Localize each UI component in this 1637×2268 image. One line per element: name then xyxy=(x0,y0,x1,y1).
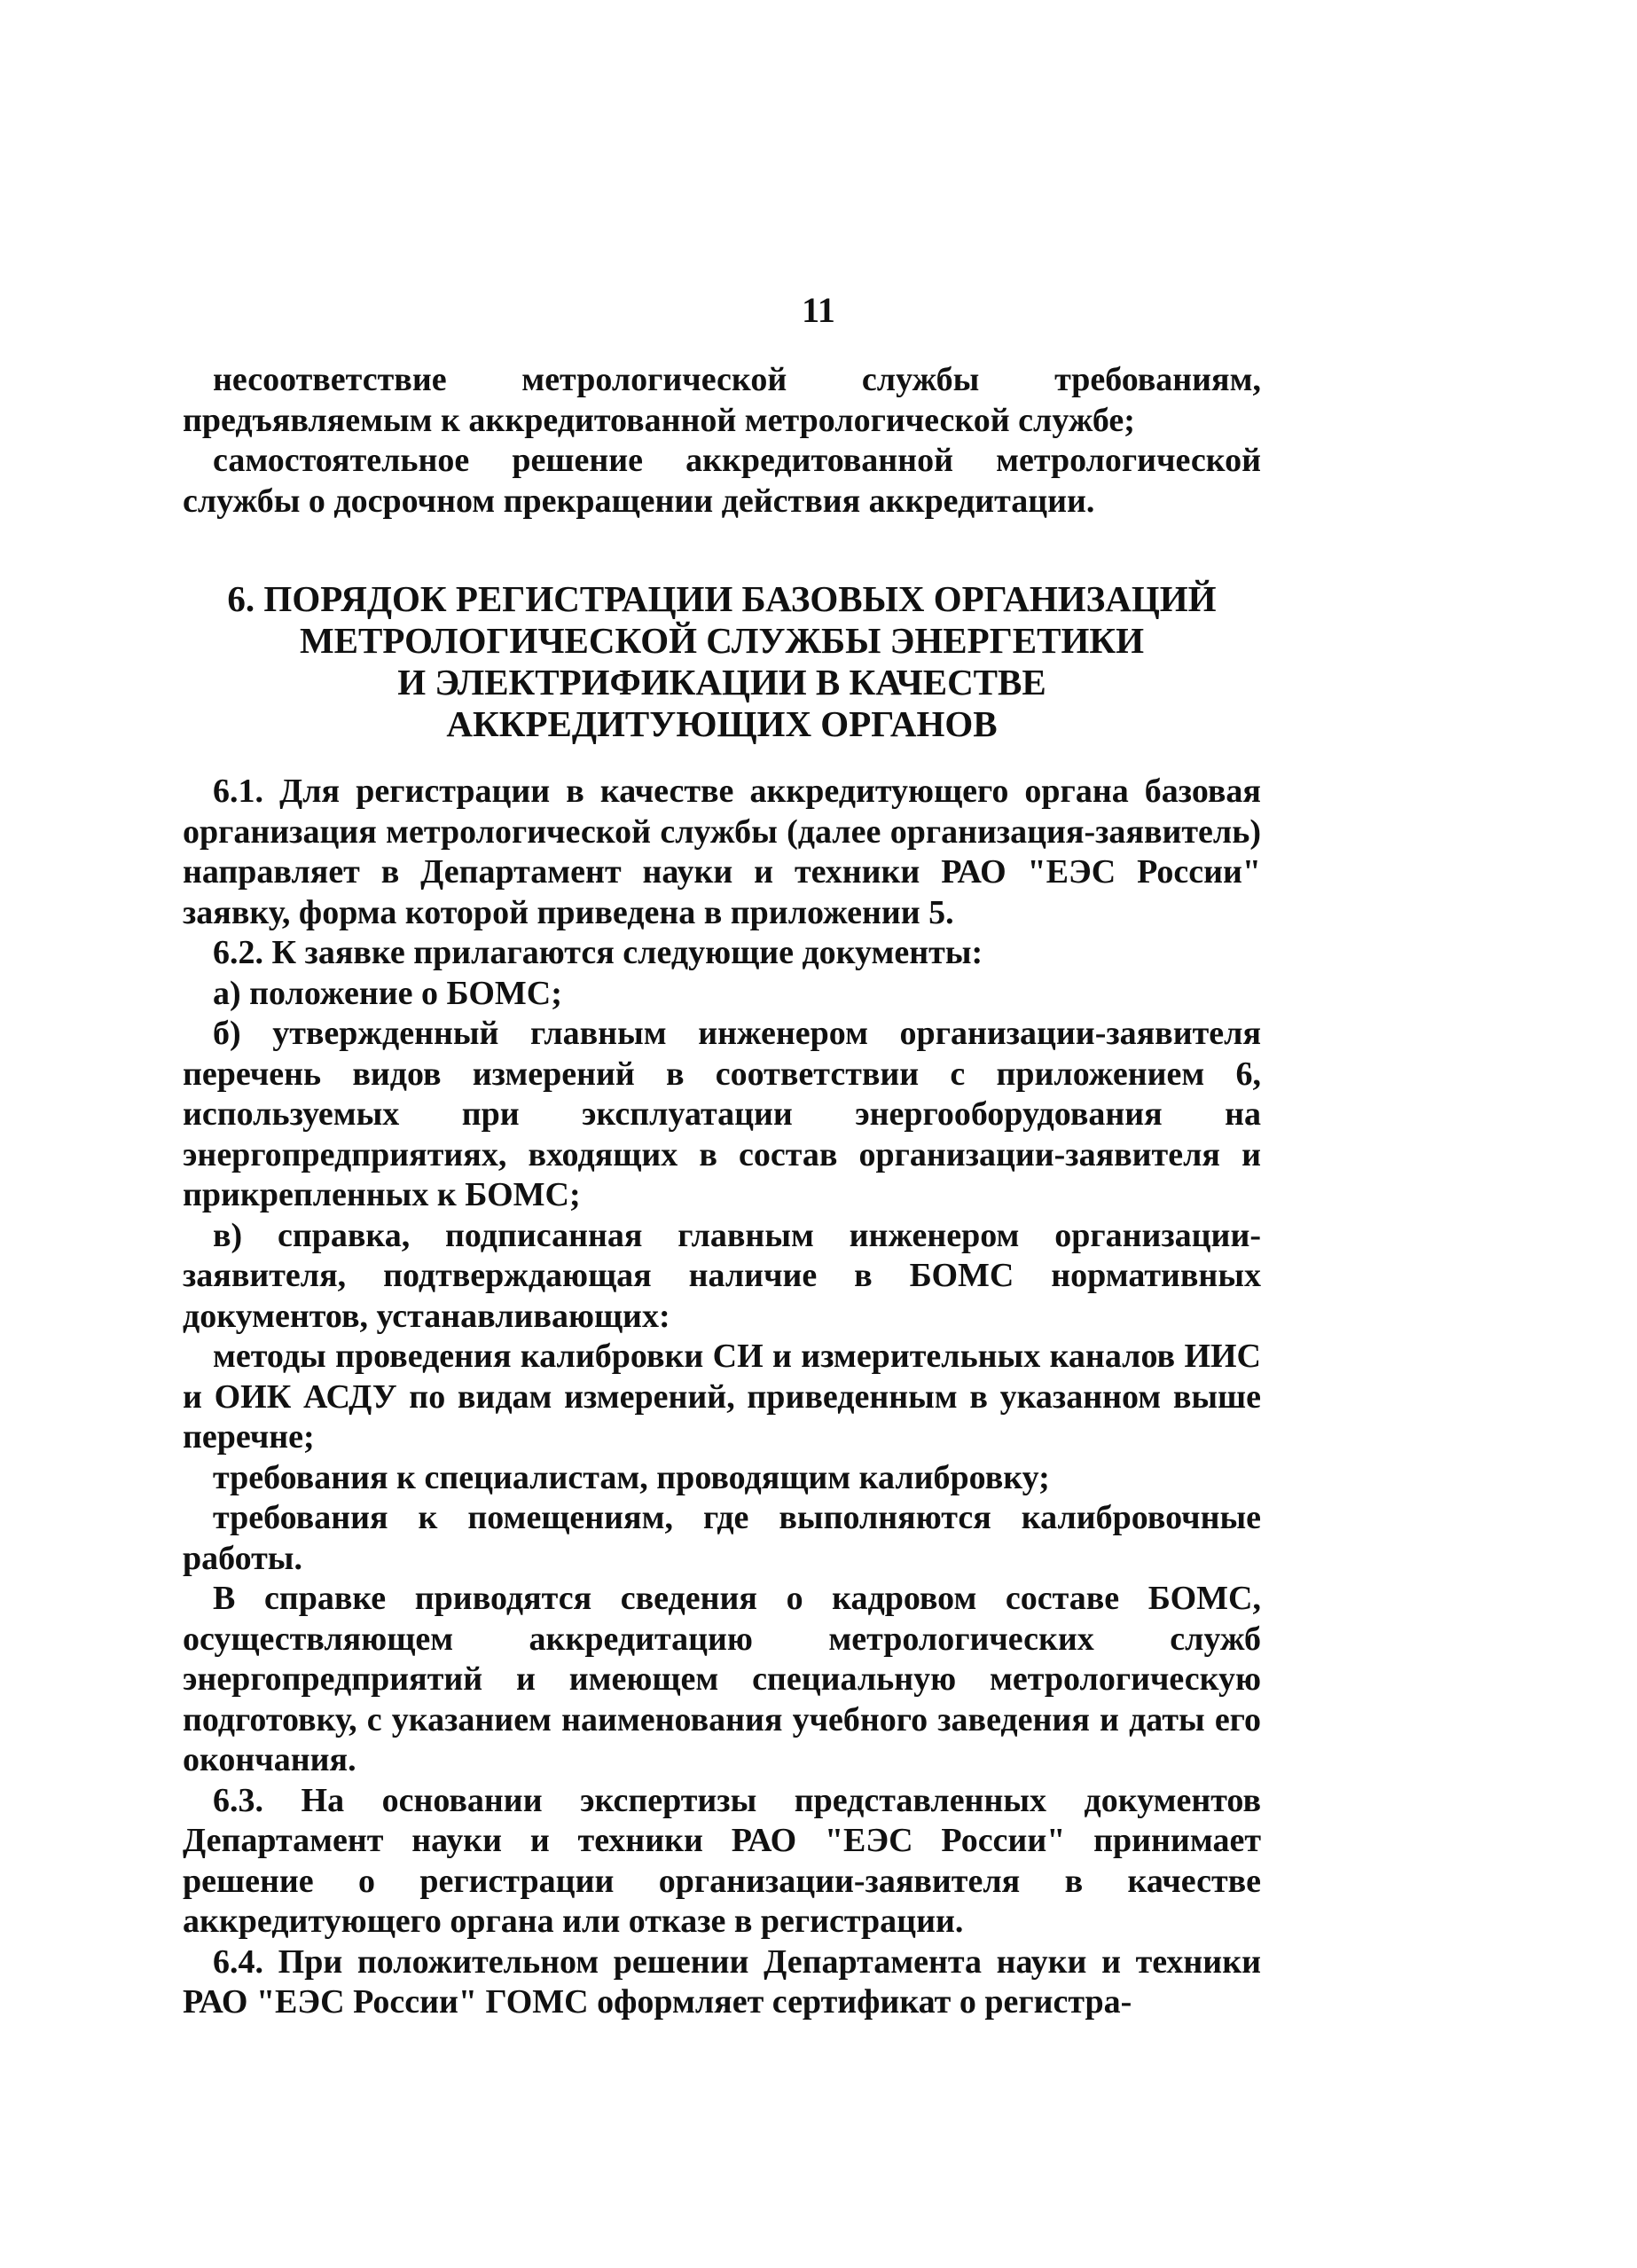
paragraph-6-4: 6.4. При положительном решении Департамента науки и техники РАО "ЕЭС России" ГОМС оформляет сертификат о регистра- xyxy=(183,1942,1261,2021)
paragraph-staff: В справке приводятся сведения о кадровом составе БОМС, осуществляющем аккредитацию метрологических служб энергопредприятий и имеющем специальную метрологическую подготовку, с указанием наименования учебного заведения и даты его окончания. xyxy=(183,1580,1261,1778)
section-heading-line: 6. ПОРЯДОК РЕГИСТРАЦИИ БАЗОВЫХ ОРГАНИЗАЦИЙ xyxy=(227,578,1217,619)
sub-item-premises: требования к помещениям, где выполняются калибровочные работы. xyxy=(183,1499,1261,1577)
paragraph-6-1: 6.1. Для регистрации в качестве аккредитующего органа базовая организация метрологической службы (далее организация-заявитель) направляет в Департамент науки и техники РАО "ЕЭС России" заявку, форма которой приведена в приложении 5. xyxy=(183,773,1261,931)
paragraph-6-2: 6.2. К заявке прилагаются следующие документы: xyxy=(213,934,983,971)
section-heading-line: И ЭЛЕКТРИФИКАЦИИ В КАЧЕСТВЕ xyxy=(397,662,1046,702)
list-item-v: в) справка, подписанная главным инженером организации-заявителя, подтверждающая наличие в БОМС нормативных документов, устанавливающих: xyxy=(183,1216,1261,1335)
paragraph-6-3: 6.3. На основании экспертизы представленных документов Департамент науки и техники РАО "ЕЭС России" принимает решение о регистрации организации-заявителя в качестве аккредитующего органа или отказе в регистрации. xyxy=(183,1781,1261,1940)
section-heading-line: АККРЕДИТУЮЩИХ ОРГАНОВ xyxy=(446,703,998,744)
sub-item-methods: методы проведения калибровки СИ и измерительных каналов ИИС и ОИК АСДУ по видам измерений, приведенным в указанном выше перечне; xyxy=(183,1338,1261,1456)
intro-text-block xyxy=(183,360,1261,522)
list-item-a: а) положение о БОМС; xyxy=(213,974,562,1012)
paragraph: самостоятельное решение аккредитованной метрологической службы о досрочном прекращении действия аккредитации. xyxy=(183,442,1261,520)
section-heading xyxy=(183,578,1261,745)
sub-item-specialists: требования к специалистам, проводящим калибровку; xyxy=(213,1458,1050,1496)
list-item-b: б) утвержденный главным инженером организации-заявителя перечень видов измерений в соответствии с приложением 6, используемых при эксплуатации энергооборудования на энергопредприятиях, входящих в состав организации-заявителя и прикрепленных к БОМС; xyxy=(183,1015,1261,1213)
section-body xyxy=(183,772,1261,2023)
page-number: 11 xyxy=(802,290,835,330)
paragraph: несоответствие метрологической службы требованиям, предъявляемым к аккредитованной метрологической службе; xyxy=(183,361,1261,439)
section-heading-line: МЕТРОЛОГИЧЕСКОЙ СЛУЖБЫ ЭНЕРГЕТИКИ xyxy=(299,620,1144,661)
